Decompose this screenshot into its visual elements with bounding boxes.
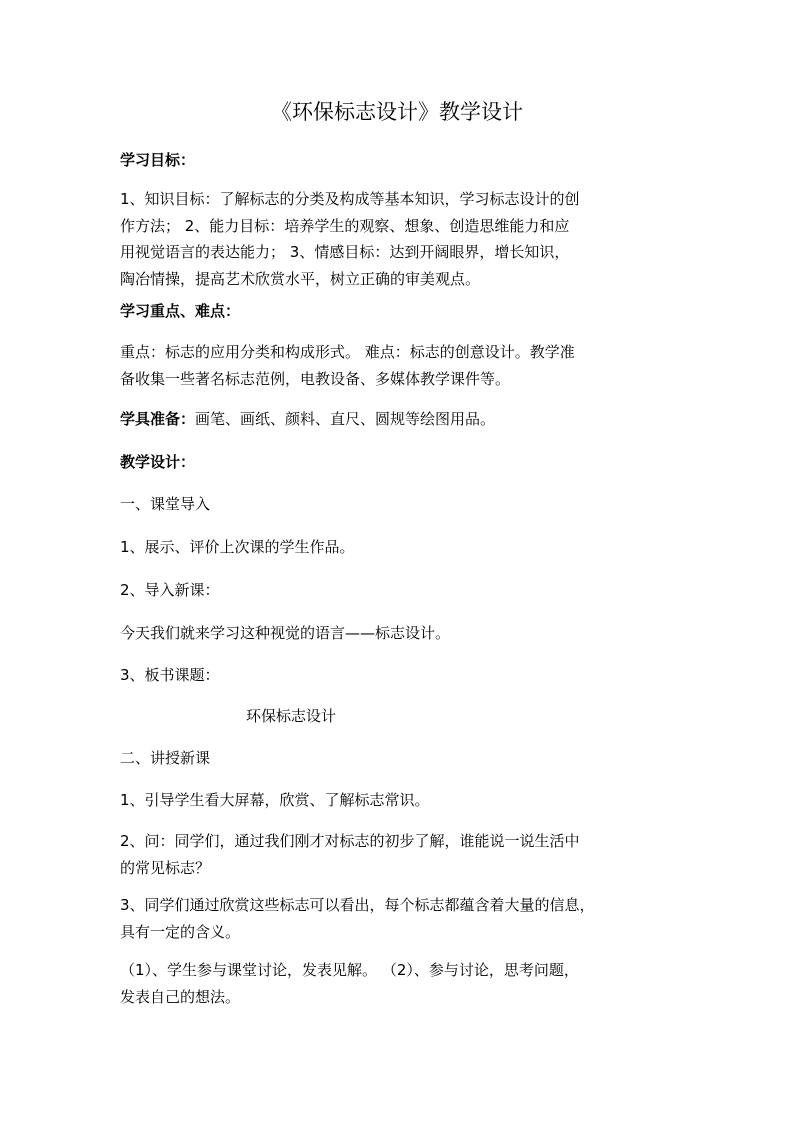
s2-item-1-text: 1、引导学生看大屏幕，欣赏、了解标志常识。 bbox=[120, 791, 430, 809]
section1-heading-text: 一、课堂导入 bbox=[120, 495, 211, 513]
objectives-line-4: 陶冶情操，提高艺术欣赏水平，树立正确的审美观点。 bbox=[120, 269, 481, 288]
keypoints-heading bbox=[120, 298, 680, 325]
keypoints-paragraph bbox=[120, 339, 680, 392]
s1-item-3-text: 3、板书课题： bbox=[120, 666, 220, 684]
keypoints-line-2: 备收集一些著名标志范例，电教设备、多媒体教学课件等。 bbox=[120, 369, 511, 388]
tools-heading: 学具准备： bbox=[120, 410, 196, 428]
s2-item-2-line-2: 的常见标志？ bbox=[120, 858, 211, 877]
tools-text: 画笔、画纸、颜料、直尺、圆规等绘图用品。 bbox=[195, 410, 496, 428]
tools-line bbox=[120, 406, 680, 433]
s1-item-2 bbox=[120, 577, 680, 604]
objectives-paragraph bbox=[120, 186, 680, 292]
section1-heading bbox=[120, 491, 680, 518]
s2-item-3-line-1: 3、同学们通过欣赏这些标志可以看出，每个标志都蕴含着大量的信息， bbox=[120, 896, 595, 914]
tools-paragraph bbox=[120, 406, 680, 433]
design-heading bbox=[120, 449, 680, 476]
board-title: 环保标志设计 bbox=[246, 707, 337, 725]
s2-item-2-line-1: 2、问：同学们，通过我们刚才对标志的初步了解，谁能说一说生活中 bbox=[120, 832, 580, 850]
keypoints-heading-text: 学习重点、难点： bbox=[120, 302, 241, 320]
design-heading-text: 教学设计： bbox=[120, 453, 196, 471]
s2-item-1 bbox=[120, 787, 680, 814]
s2-item-3-line-2: 具有一定的含义。 bbox=[120, 922, 241, 941]
s1-item-3 bbox=[120, 662, 680, 689]
s1-item-1 bbox=[120, 534, 680, 561]
s1-item-2-text: 2、导入新课： bbox=[120, 581, 220, 599]
section2-heading bbox=[120, 745, 680, 772]
s1-item-2-paragraph-text: 今天我们就来学习这种视觉的语言——标志设计。 bbox=[120, 624, 451, 642]
objectives-heading bbox=[120, 147, 680, 174]
s2-item-4-line-2: 发表自己的想法。 bbox=[120, 987, 241, 1006]
s1-item-1-text: 1、展示、评价上次课的学生作品。 bbox=[120, 538, 355, 556]
objectives-line-3: 用视觉语言的表达能力； 3、情感目标：达到开阔眼界，增长知识， bbox=[120, 243, 570, 261]
s2-item-3 bbox=[120, 892, 680, 945]
s2-item-2 bbox=[120, 828, 680, 881]
objectives-line-2: 作方法； 2、能力目标：培养学生的观察、想象、创造思维能力和应 bbox=[120, 216, 570, 235]
objectives-heading-text: 学习目标： bbox=[120, 151, 196, 169]
keypoints-line-1: 重点：标志的应用分类和构成形式。 难点：标志的创意设计。教学准 bbox=[120, 343, 575, 361]
s2-item-4 bbox=[120, 957, 680, 1010]
section2-heading-text: 二、讲授新课 bbox=[120, 749, 211, 767]
objectives-line-1: 1、知识目标：了解标志的分类及构成等基本知识，学习标志设计的创 bbox=[120, 190, 580, 208]
s2-item-4-line-1: （1）、学生参与课堂讨论，发表见解。 （2）、参与讨论，思考问题， bbox=[120, 961, 579, 979]
document-title: 《环保标志设计》教学设计 bbox=[271, 100, 523, 124]
s1-item-2-paragraph bbox=[120, 620, 680, 647]
